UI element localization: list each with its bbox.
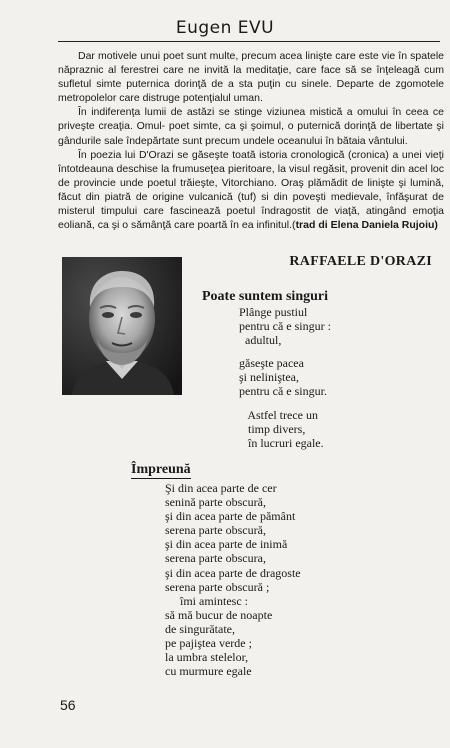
- poem-line: şi din acea parte de inimă: [165, 537, 288, 552]
- prose-block: [58, 49, 444, 232]
- stanza-break: [239, 399, 331, 408]
- stanza-break: [239, 347, 331, 356]
- header-rule: [58, 41, 440, 42]
- prose-paragraph-3-text: În poezia lui D'Orazi se găseşte toată istoria cronologică (cronica) a unei vieţi întotdeauna deschise la frumuseţea pieritoare, la visul regăsit, provenit din acel loc de provincie unde poetul trăieşte, Vitorchiano. Oraş plămădit de linişte şi lumină, făcut din piatră de origine vulcanică (tuf) si din poveşti medievale, înfăşurat de misterul timpului care fascinează poetul îndragostit de viaţă, atingând emoţia eoliană, ca şi o sămânţă care poartă în ea infinitul.(: [58, 148, 444, 232]
- poem-body-poate-suntem-singuri: [239, 305, 331, 450]
- running-header-title: Eugen EVU: [175, 18, 275, 38]
- prose-paragraph-1: Dar motivele unui poet sunt multe, precum acea linişte care este vie în spatele năpraznic al ferestrei care ne invită la meditaţie, care face să se înţeleagă cum sufletul simte puternica dorinţă de a sta puţin cu sinele. Departe de zgomotele metropolelor care distruge potenţialul uman.: [58, 50, 444, 105]
- poem-line: pentru că e singur.: [239, 384, 327, 399]
- poem-title-impreuna: Împreună: [131, 462, 191, 477]
- poem-line: Astfel trece un: [239, 407, 318, 422]
- prose-paragraph-3: [58, 148, 444, 233]
- poet-portrait-photo: [62, 257, 182, 395]
- poem-body-impreuna: [165, 481, 301, 678]
- poem-line: în lucruri egale.: [239, 435, 324, 450]
- poem-line: Plânge pustiul: [239, 305, 308, 319]
- poem-line: la umbra stelelor,: [165, 650, 249, 665]
- poem-line: serena parte obscura,: [165, 551, 266, 566]
- poem-line: pentru că e singur :: [239, 319, 331, 334]
- poem-line: timp divers,: [239, 421, 306, 436]
- poem-line: cu murmure egale: [165, 664, 252, 679]
- portrait-illustration: [62, 257, 182, 395]
- prose-paragraph-2: În indiferenţa lumii de astăzi se stinge viziunea mistică a omului în ceea ce priveşte creaţia. Omul- poet simte, ca şi şoimul, o puternică dorinţă de libertate şi gândurile sale îndepărtate sunt precum undele oceanului în bătaia vântului.: [58, 106, 444, 147]
- poem-line: îmi amintesc :: [165, 593, 248, 608]
- poem-line: şi neliniştea,: [239, 370, 299, 385]
- poem-line: adultul,: [239, 333, 282, 348]
- translator-credit: trad di Elena Daniela Rujoiu): [295, 219, 438, 232]
- poem-line: senină parte obscură,: [165, 495, 266, 510]
- poem-line: găseşte pacea: [239, 356, 304, 371]
- poem-line: serena parte obscură ;: [165, 579, 270, 594]
- poem-line: să mă bucur de noapte: [165, 607, 273, 622]
- poem-line: şi din acea parte de pământ: [165, 509, 296, 524]
- poem-line: de singurătate,: [165, 621, 235, 636]
- poem-line: serena parte obscură,: [165, 523, 266, 538]
- poet-name-heading: RAFFAELE D'ORAZI: [289, 254, 432, 269]
- poem-line: pe pajiştea verde ;: [165, 636, 252, 651]
- poem-line: şi din acea parte de dragoste: [165, 565, 301, 580]
- poem-line: Şi din acea parte de cer: [165, 481, 277, 495]
- page-number: 56: [60, 697, 76, 713]
- poem-title-poate-suntem-singuri: Poate suntem singuri: [202, 289, 328, 304]
